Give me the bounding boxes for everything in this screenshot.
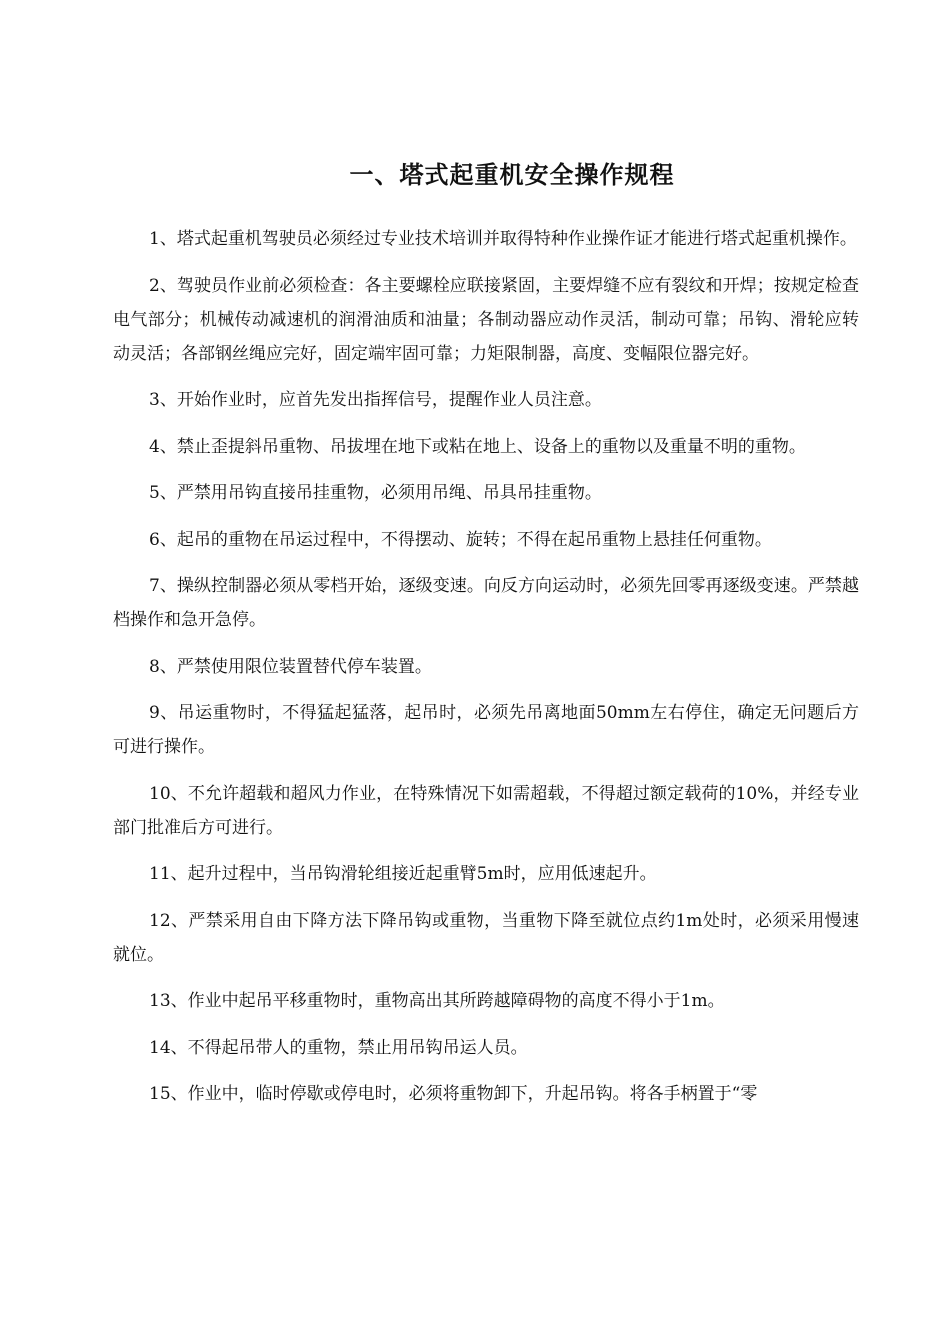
rule-paragraph-11: 11、起升过程中，当吊钩滑轮组接近起重臂5m时，应用低速起升。 bbox=[149, 864, 657, 884]
rule-paragraph-12: 12、严禁采用自由下降方法下降吊钩或重物，当重物下降至就位点约1m处时，必须采用慢速就位。 bbox=[113, 910, 859, 965]
rule-paragraph-3: 3、开始作业时，应首先发出指挥信号，提醒作业人员注意。 bbox=[149, 390, 602, 410]
rule-paragraph-10: 10、不允许超载和超风力作业，在特殊情况下如需超载，不得超过额定载荷的10%，并经专业部门批准后方可进行。 bbox=[113, 783, 859, 838]
document-body bbox=[113, 222, 859, 1124]
rule-paragraph-15: 15、作业中，临时停歇或停电时，必须将重物卸下，升起吊钩。将各手柄置于“零 bbox=[149, 1084, 758, 1104]
document-title: 一、塔式起重机安全操作规程 bbox=[349, 161, 675, 189]
rule-paragraph-4: 4、禁止歪提斜吊重物、吊拔埋在地下或粘在地上、设备上的重物以及重量不明的重物。 bbox=[149, 436, 806, 457]
rule-paragraph-1: 1、塔式起重机驾驶员必须经过专业技术培训并取得特种作业操作证才能进行塔式起重机操作。 bbox=[149, 229, 857, 249]
rule-paragraph-14: 14、不得起吊带人的重物，禁止用吊钩吊运人员。 bbox=[149, 1037, 528, 1058]
rule-paragraph-13: 13、作业中起吊平移重物时，重物高出其所跨越障碍物的高度不得小于1m。 bbox=[149, 991, 725, 1011]
rule-paragraph-9: 9、吊运重物时，不得猛起猛落，起吊时，必须先吊离地面50mm左右停住，确定无问题后方可进行操作。 bbox=[113, 703, 859, 757]
rule-paragraph-6: 6、起吊的重物在吊运过程中，不得摆动、旋转；不得在起吊重物上悬挂任何重物。 bbox=[149, 529, 772, 550]
rule-paragraph-7: 7、操纵控制器必须从零档开始，逐级变速。向反方向运动时，必须先回零再逐级变速。严禁越档操作和急开急停。 bbox=[113, 576, 859, 630]
rule-paragraph-2: 2、驾驶员作业前必须检查：各主要螺栓应联接紧固，主要焊缝不应有裂纹和开焊；按规定检查电气部分；机械传动减速机的润滑油质和油量；各制动器应动作灵活，制动可靠；吊钩、滑轮应转动灵活；各部钢丝绳应完好，固定端牢固可靠；力矩限制器，高度、变幅限位器完好。 bbox=[113, 275, 859, 364]
rule-paragraph-8: 8、严禁使用限位装置替代停车装置。 bbox=[149, 656, 432, 677]
rule-paragraph-5: 5、严禁用吊钩直接吊挂重物，必须用吊绳、吊具吊挂重物。 bbox=[149, 483, 602, 503]
